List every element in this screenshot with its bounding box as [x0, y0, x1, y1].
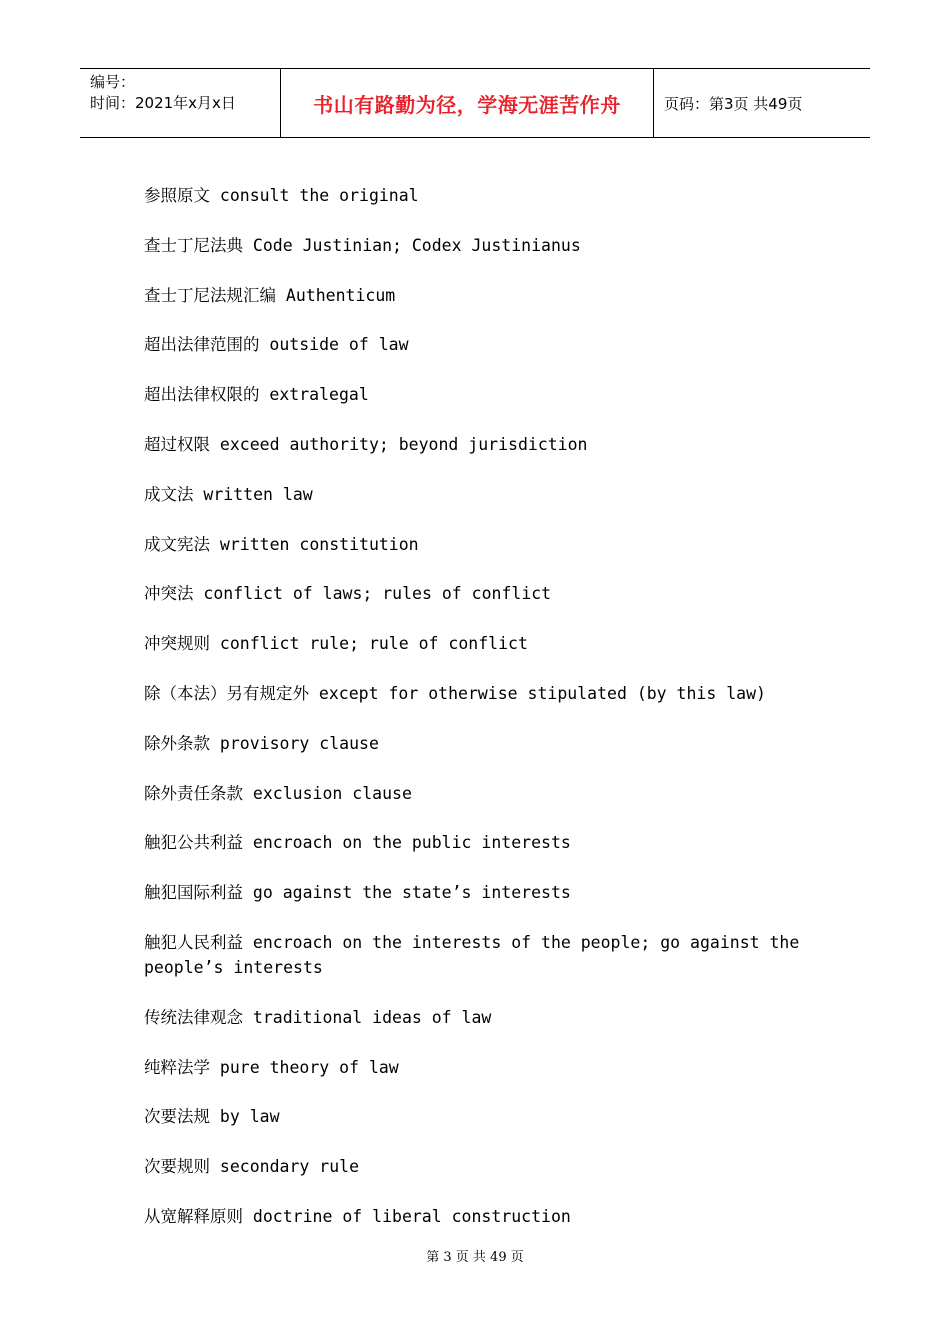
glossary-list: [144, 183, 814, 1254]
page-footer: 第 3 页 共 49 页: [426, 1250, 524, 1265]
glossary-entry: 传统法律观念 traditional ideas of law: [144, 1007, 492, 1027]
glossary-entry: 超出法律范围的 outside of law: [144, 335, 409, 355]
glossary-entry: 次要规则 secondary rule: [144, 1157, 360, 1177]
glossary-entry: 查士丁尼法典 Code Justinian; Codex Justinianus: [144, 235, 581, 255]
glossary-entry: 超出法律权限的 extralegal: [144, 385, 369, 405]
glossary-entry: 触犯人民利益 encroach on the interests of the people; go against the people’s interests: [144, 932, 800, 977]
glossary-entry: 触犯公共利益 encroach on the public interests: [144, 833, 571, 853]
glossary-entry: 冲突法 conflict of laws; rules of conflict: [144, 584, 552, 604]
glossary-entry: 参照原文 consult the original: [144, 186, 419, 205]
glossary-entry: 除外责任条款 exclusion clause: [144, 783, 412, 803]
header-motto: 书山有路勤为径，学海无涯苦作舟: [281, 69, 654, 137]
glossary-entry: 触犯国际利益 go against the state’s interests: [144, 883, 571, 903]
glossary-entry: 从宽解释原则 doctrine of liberal construction: [144, 1206, 571, 1226]
serial-label: 编号：: [90, 73, 136, 91]
glossary-entry: 纯粹法学 pure theory of law: [144, 1057, 399, 1077]
glossary-entry: 查士丁尼法规汇编 Authenticum: [144, 285, 396, 305]
glossary-entry: 除（本法）另有规定外 except for otherwise stipulated (by this law): [144, 683, 766, 703]
header-page-info: 页码：第3页 共49页: [664, 94, 803, 113]
time-label: 时间：2021年x月x日: [90, 94, 236, 112]
header-meta: [80, 69, 281, 137]
glossary-entry: 超过权限 exceed authority; beyond jurisdiction: [144, 434, 588, 454]
glossary-entry: 成文法 written law: [144, 484, 313, 504]
glossary-entry: 次要法规 by law: [144, 1107, 280, 1127]
glossary-entry: 冲突规则 conflict rule; rule of conflict: [144, 634, 528, 654]
glossary-entry: 除外条款 provisory clause: [144, 733, 379, 753]
page-header: [80, 68, 870, 138]
glossary-entry: 成文宪法 written constitution: [144, 534, 419, 554]
